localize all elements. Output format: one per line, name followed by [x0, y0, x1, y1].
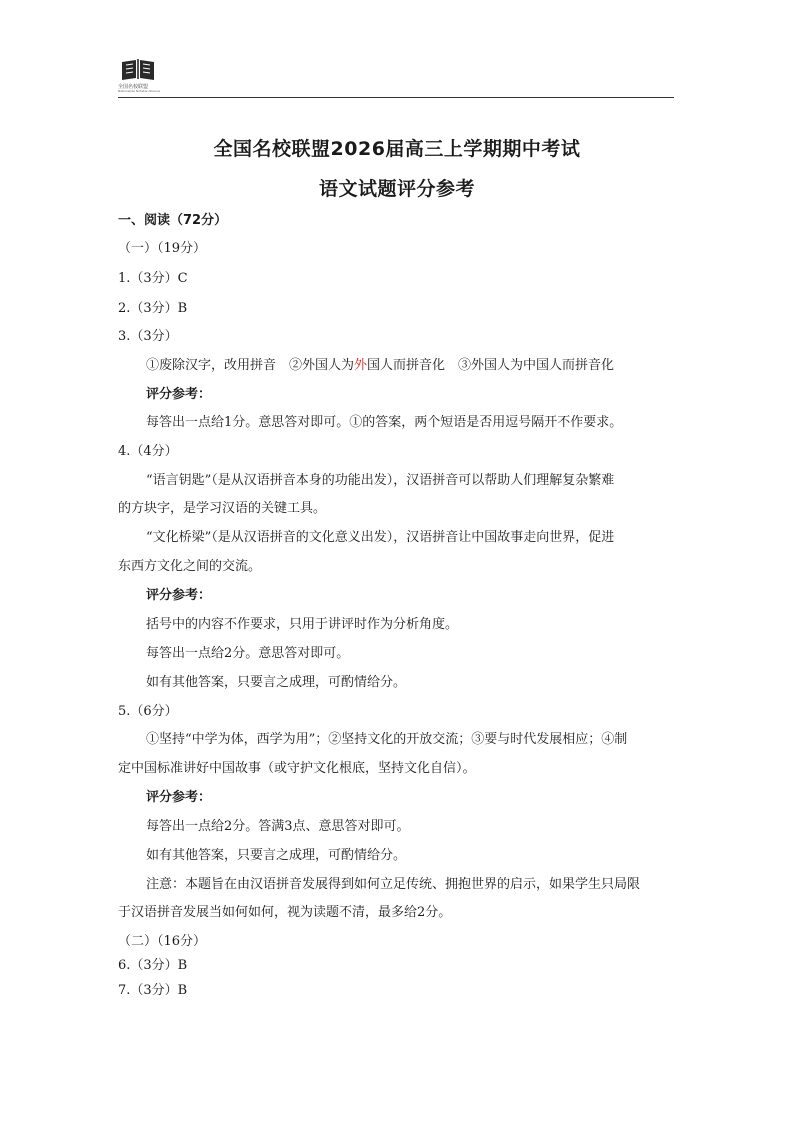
q5-note-line1: 注意：本题旨在由汉语拼音发展得到如何立足传统、拥抱世界的启示，如果学生只局限 [146, 877, 641, 892]
q3-answer-part-a: ①废除汉字，改用拼音 ②外国人为 [146, 358, 355, 373]
logo-sublabel: Nationwide Notable Alliance [118, 89, 161, 93]
q3-scoring-1: 每答出一点给1分。意思答对即可。①的答案，两个短语是否用逗号隔开不作要求。 [146, 415, 623, 430]
answer-q4-heading: 4.（4分） [118, 444, 178, 459]
page-header [118, 58, 674, 98]
header-divider [118, 97, 674, 98]
answer-q6: 6.（3分）B [118, 958, 188, 973]
q5-answer-line2: 定中国标准讲好中国故事（或守护文化根底，坚持文化自信）。 [118, 761, 476, 776]
answer-q2: 2.（3分）B [118, 301, 188, 316]
book-logo-icon [118, 58, 158, 82]
q4-scoring-3: 如有其他答案，只要言之成理，可酌情给分。 [146, 675, 407, 690]
q4-answer-1-line2: 的方块字，是学习汉语的关键工具。 [118, 501, 327, 516]
q5-answer-line1: ①坚持“中学为体，西学为用”；②坚持文化的开放交流；③要与时代发展相应；④制 [146, 732, 628, 747]
part-heading-1: （一）（19分） [118, 241, 207, 256]
q3-answer-part-b: 国人而拼音化 ③外国人为中国人而拼音化 [367, 358, 615, 373]
q4-answer-2-line2: 东西方文化之间的交流。 [118, 559, 262, 574]
answer-q1: 1.（3分）C [118, 271, 188, 286]
answer-q7: 7.（3分）B [118, 983, 188, 998]
part-heading-2: （二）（16分） [118, 934, 207, 949]
q5-scoring-label: 评分参考： [146, 790, 212, 805]
answer-q3-content [146, 357, 614, 375]
alliance-logo [118, 58, 162, 94]
q3-answer-highlight: 外 [354, 358, 368, 373]
q5-scoring-2: 如有其他答案，只要言之成理，可酌情给分。 [146, 848, 407, 863]
page-subtitle: 语文试题评分参考 [318, 178, 475, 200]
q4-scoring-2: 每答出一点给2分。意思答对即可。 [146, 646, 350, 661]
section-heading-reading: 一、阅读（72分） [118, 213, 228, 228]
logo-label: 全国名校联盟 [118, 84, 149, 90]
q4-scoring-1: 括号中的内容不作要求，只用于讲评时作为分析角度。 [146, 617, 459, 632]
q4-scoring-label: 评分参考： [146, 588, 212, 603]
q5-scoring-1: 每答出一点给2分。答满3点、意思答对即可。 [146, 819, 410, 834]
q3-scoring-label: 评分参考： [146, 387, 212, 402]
q5-note-line2: 于汉语拼音发展当如何如何，视为读题不清，最多给2分。 [118, 905, 452, 920]
answer-q5-heading: 5.（6分） [118, 704, 178, 719]
page-title: 全国名校联盟2026届高三上学期期中考试 [213, 138, 581, 160]
q4-answer-1-line1: “语言钥匙”（是从汉语拼音本身的功能出发），汉语拼音可以帮助人们理解复杂繁难 [146, 473, 615, 488]
q4-answer-2-line1: “文化桥梁”（是从汉语拼音的文化意义出发），汉语拼音让中国故事走向世界，促进 [146, 530, 615, 545]
answer-q3-heading: 3.（3分） [118, 329, 178, 344]
